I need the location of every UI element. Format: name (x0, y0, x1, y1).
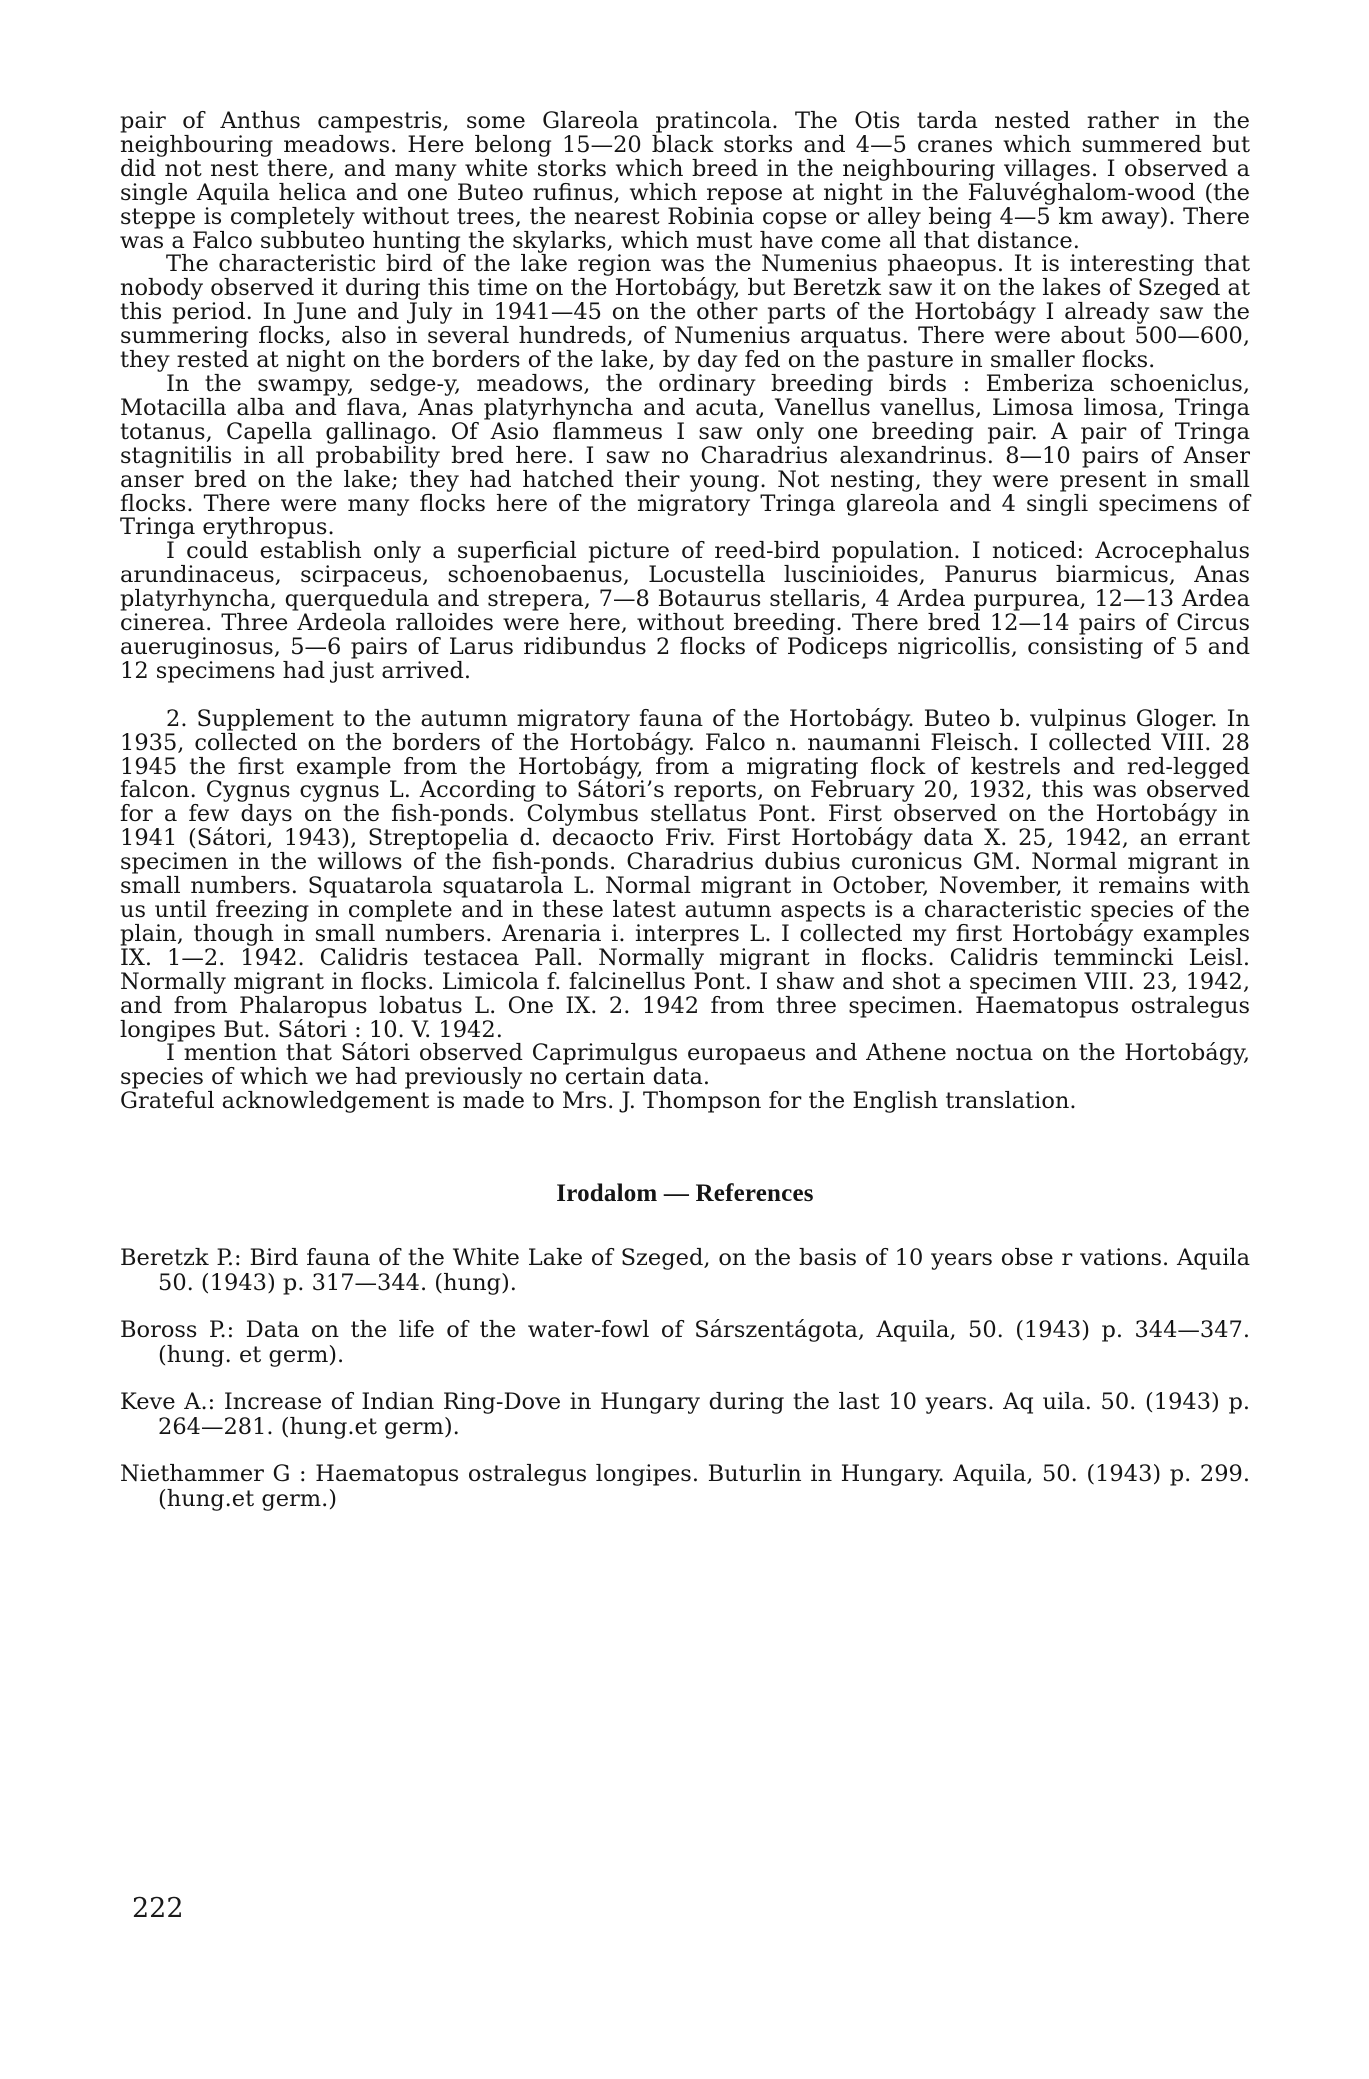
page-content (120, 110, 1250, 1534)
reference-item: Niethammer G : Haematopus ostralegus longipes. Buturlin in Hungary. Aquila, 50. (1943) p. 299. (hung.et germ.) (120, 1461, 1250, 1513)
paragraph: I mention that Sátori observed Caprimulgus europaeus and Athene noctua on the Hortobágy, species of which we had previously no certain data. (120, 1040, 1250, 1091)
page-number: 222 (132, 1893, 184, 1924)
reference-item: Keve A.: Increase of Indian Ring-Dove in Hungary during the last 10 years. Aq uila. 50. (1943) p. 264—281. (hung.et germ). (120, 1389, 1250, 1441)
paragraph: 2. Supplement to the autumn migratory fauna of the Hortobágy. Buteo b. vulpinus Gloger. In 1935, collected on the borders of the Hortobágy. Falco n. naumanni Fleisch. I collected VIII. 28 1945 the first example from the Hortobágy, from a migrating flock of kestrels and red-legged falcon. Cygnus cygnus L. According to Sátori’s reports, on February 20, 1932, this was observed for a few days on the fish-ponds. Colymbus stellatus Pont. First observed on the Hortobágy in 1941 (Sátori, 1943), Streptopelia d. decaocto Friv. First Hortobágy data X. 25, 1942, an errant specimen in the willows of the fish-ponds. Charadrius dubius curonicus GM. Normal migrant in small numbers. Squatarola squatarola L. Normal migrant in October, November, it remains with us until freezing in complete and in these latest autumn aspects is a characteristic species of the plain, though in small numbers. Arenaria i. interpres L. I collected my first Hortobágy examples IX. 1—2. 1942. Calidris testacea Pall. Normally migrant in flocks. Calidris temmincki Leisl. Normally migrant in flocks. Limicola f. falcinellus Pont. I shaw and shot a specimen VIII. 23, 1942, and from Phalaropus lobatus L. One IX. 2. 1942 from three specimen. Haematopus ostralegus longipes But. Sátori : 10. V. 1942. (120, 705, 1250, 1043)
references-heading: Irodalom — References (556, 1180, 814, 1208)
paragraph: In the swampy, sedge-y, meadows, the ordinary breeding birds : Emberiza schoeniclus, Motacilla alba and flava, Anas platyrhyncha and acuta, Vanellus vanellus, Limosa limosa, Tringa totanus, Capella gallinago. Of Asio flammeus I saw only one breeding pair. A pair of Tringa stagnitilis in all probability bred here. I saw no Charadrius alexandrinus. 8—10 pairs of Anser anser bred on the lake; they had hatched their young. Not nesting, they were present in small flocks. There were many flocks here of the migratory Tringa glareola and 4 singli specimens of Tringa erythropus. (120, 370, 1250, 541)
reference-item: Beretzk P.: Bird fauna of the White Lake of Szeged, on the basis of 10 years obse r vations. Aquila 50. (1943) p. 317—344. (hung). (120, 1245, 1250, 1297)
paragraph: The characteristic bird of the lake region was the Numenius phaeopus. It is interesting that nobody observed it during this time on the Hortobágy, but Beretzk saw it on the lakes of Szeged at this period. In June and July in 1941—45 on the other parts of the Hortobágy I already saw the summering flocks, also in several hundreds, of Numenius arquatus. There were about 500—600, they rested at night on the borders of the lake, by day fed on the pasture in smaller flocks. (120, 251, 1250, 374)
reference-item: Boross P.: Data on the life of the water-fowl of Sárszentágota, Aquila, 50. (1943) p. 344—347. (hung. et germ). (120, 1317, 1250, 1369)
paragraph: pair of Anthus campestris, some Glareola pratincola. The Otis tarda nested rather in the neighbouring meadows. Here belong 15—20 black storks and 4—5 cranes which summered but did not nest there, and many white storks which breed in the neighbouring villages. I observed a single Aquila helica and one Buteo rufinus, which repose at night in the Faluvéghalom-wood (the steppe is completely without trees, the nearest Robinia copse or alley being 4—5 km away). There was a Falco subbuteo hunting the skylarks, which must have come all that distance. (120, 108, 1250, 254)
paragraph: I could establish only a superficial picture of reed-bird population. I noticed: Acrocephalus arundinaceus, scirpaceus, schoenobaenus, Locustella luscinioides, Panurus biarmicus, Anas platyrhyncha, querquedula and strepera, 7—8 Botaurus stellaris, 4 Ardea purpurea, 12—13 Ardea cinerea. Three Ardeola ralloides were here, without breeding. There bred 12—14 pairs of Circus aueruginosus, 5—6 pairs of Larus ridibundus 2 flocks of Podiceps nigricollis, consisting of 5 and 12 specimens had just arrived. (120, 538, 1250, 684)
paragraph: Grateful acknowledgement is made to Mrs. J. Thompson for the English translation. (120, 1088, 1077, 1115)
references-list (120, 1246, 1250, 1512)
body-text (120, 110, 1250, 1114)
